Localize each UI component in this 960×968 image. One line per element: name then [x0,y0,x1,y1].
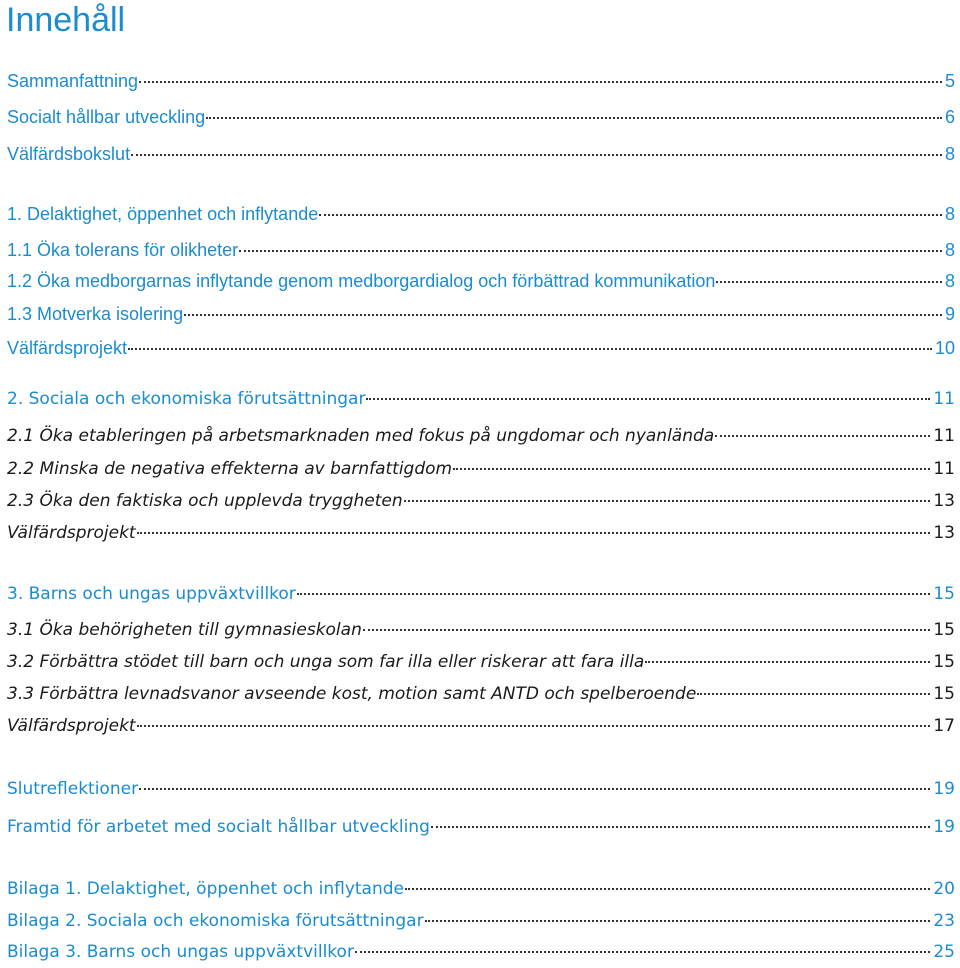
toc-entry-page: 13 [933,491,955,511]
toc-entry-2-2[interactable] [7,456,955,482]
toc-leader-dots [319,214,942,216]
toc-entry-page: 15 [933,584,955,604]
toc-entry-socialt-hallbar[interactable] [7,104,955,130]
toc-entry-label: Slutreflektioner [7,779,139,799]
toc-entry-label: 3.1 Öka behörigheten till gymnasieskolan [7,620,362,640]
toc-leader-dots [137,725,931,727]
toc-entry-slutreflektioner[interactable] [7,776,955,802]
toc-leader-dots [139,788,930,790]
toc-leader-dots [697,693,930,695]
toc-leader-dots [297,593,931,595]
toc-entry-section-2[interactable] [7,386,955,412]
toc-entry-label: Välfärdsprojekt [7,523,136,543]
toc-entry-page: 5 [944,71,955,91]
toc-entry-valfardsbokslut[interactable] [7,141,955,167]
toc-leader-dots [363,629,931,631]
toc-entry-label: 2. Sociala och ekonomiska förutsättningar [7,389,366,409]
toc-leader-dots [453,468,930,470]
toc-entry-1-2[interactable] [7,268,955,294]
toc-leader-dots [206,117,942,119]
toc-entry-label: 3.3 Förbättra levnadsvanor avseende kost, motion samt ANTD och spelberoende [7,684,697,704]
toc-entry-label: Socialt hållbar utveckling [7,107,206,127]
toc-entry-page: 9 [944,304,955,324]
toc-entry-label: 1.2 Öka medborgarnas inflytande genom medborgardialog och förbättrad kommunikation [7,271,716,291]
toc-entry-page: 17 [933,716,955,736]
toc-entry-valfardsprojekt-3[interactable] [7,713,955,739]
toc-entry-page: 19 [933,779,955,799]
toc-entry-label: 2.1 Öka etableringen på arbetsmarknaden med fokus på ungdomar och nyanlända [7,426,715,446]
toc-entry-page: 8 [944,204,955,224]
toc-entry-label: 3.2 Förbättra stödet till barn och unga som far illa eller riskerar att fara illa [7,652,645,672]
toc-entry-valfardsprojekt-2[interactable] [7,520,955,546]
toc-entry-page: 11 [933,426,955,446]
toc-leader-dots [137,532,931,534]
toc-entry-label: 1.3 Motverka isolering [7,304,184,324]
toc-entry-framtid[interactable] [7,814,955,840]
toc-entry-3-3[interactable] [7,681,955,707]
toc-entry-3-2[interactable] [7,649,955,675]
toc-entry-page: 11 [933,459,955,479]
toc-leader-dots [128,348,932,350]
toc-entry-label: 1. Delaktighet, öppenhet och inflytande [7,204,319,224]
toc-entry-label: Bilaga 3. Barns och ungas uppväxtvillkor [7,942,354,962]
toc-entry-label: Bilaga 1. Delaktighet, öppenhet och inflytande [7,879,405,899]
toc-leader-dots [405,888,930,890]
toc-entry-bilaga-3[interactable] [7,939,955,965]
toc-leader-dots [239,250,942,252]
toc-leader-dots [139,81,942,83]
toc-entry-valfardsprojekt-1[interactable] [7,335,955,361]
toc-entry-page: 8 [944,144,955,164]
toc-entry-2-3[interactable] [7,488,955,514]
toc-entry-1-3[interactable] [7,301,955,327]
toc-entry-section-3[interactable] [7,581,955,607]
toc-entry-page: 23 [933,911,955,931]
toc-entry-page: 8 [944,240,955,260]
toc-leader-dots [645,661,930,663]
page-title: Innehåll [6,1,126,39]
toc-leader-dots [716,281,942,283]
toc-leader-dots [131,154,942,156]
toc-leader-dots [184,314,942,316]
toc-entry-label: Välfärdsprojekt [7,716,136,736]
toc-leader-dots [715,435,930,437]
toc-leader-dots [431,826,930,828]
toc-entry-label: Välfärdsprojekt [7,338,128,358]
toc-entry-label: 1.1 Öka tolerans för olikheter [7,240,239,260]
toc-leader-dots [366,398,930,400]
toc-entry-page: 10 [934,338,955,358]
toc-entry-page: 25 [933,942,955,962]
toc-entry-label: 3. Barns och ungas uppväxtvillkor [7,584,296,604]
toc-entry-page: 11 [933,389,955,409]
toc-entry-page: 19 [933,817,955,837]
toc-entry-page: 8 [944,271,955,291]
toc-leader-dots [355,951,930,953]
toc-entry-sammanfattning[interactable] [7,68,955,94]
toc-entry-label: 2.2 Minska de negativa effekterna av barnfattigdom [7,459,453,479]
toc-entry-1-1[interactable] [7,237,955,263]
toc-entry-page: 15 [933,620,955,640]
toc-entry-label: Sammanfattning [7,71,139,91]
toc-entry-label: 2.3 Öka den faktiska och upplevda tryggheten [7,491,403,511]
toc-entry-label: Bilaga 2. Sociala och ekonomiska förutsättningar [7,911,424,931]
toc-entry-3-1[interactable] [7,617,955,643]
toc-entry-label: Framtid för arbetet med socialt hållbar utveckling [7,817,430,837]
toc-entry-bilaga-2[interactable] [7,908,955,934]
toc-entry-page: 13 [933,523,955,543]
toc-entry-2-1[interactable] [7,423,955,449]
toc-leader-dots [404,500,931,502]
toc-entry-label: Välfärdsbokslut [7,144,131,164]
toc-entry-page: 20 [933,879,955,899]
toc-entry-page: 6 [944,107,955,127]
toc-leader-dots [425,920,931,922]
toc-entry-bilaga-1[interactable] [7,876,955,902]
toc-entry-page: 15 [933,684,955,704]
toc-entry-section-1[interactable] [7,201,955,227]
toc-entry-page: 15 [933,652,955,672]
